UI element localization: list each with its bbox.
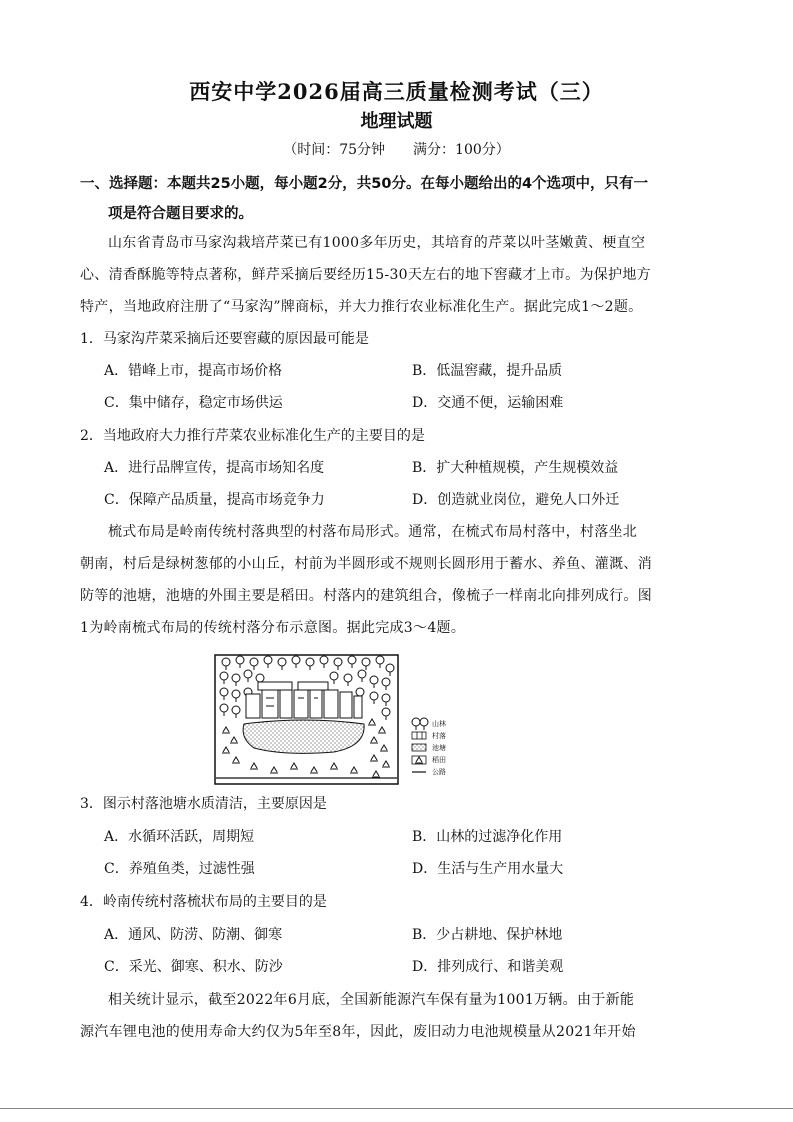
- question-3-option-d: D．生活与生产用水量大: [412, 861, 564, 877]
- question-3-option-a: A．水循环活跃，周期短: [104, 829, 255, 845]
- question-4-option-c: C．采光、御寒、积水、防沙: [104, 959, 283, 975]
- passage2-line2: 朝南，村后是绿树葱郁的小山丘，村前为半圆形或不规则长圆形用于蓄水、养鱼、灌溉、消: [80, 556, 652, 572]
- passage2-line3: 防等的池塘，池塘的外围主要是稻田。村落内的建筑组合，像梳子一样南北向排列成行。图: [80, 588, 652, 604]
- question-1-option-a: A．错峰上市，提高市场价格: [104, 363, 283, 379]
- question-2-option-c: C．保障产品质量，提高市场竞争力: [104, 492, 325, 508]
- question-2-option-b: B．扩大种植规模，产生规模效益: [412, 460, 619, 476]
- time-info: （时间：75分钟 满分：100分）: [283, 142, 510, 158]
- subject-title: 地理试题: [360, 111, 433, 132]
- section-heading-line1: 一、选择题：本题共25小题，每小题2分，共50分。在每小题给出的4个选项中，只有一: [80, 176, 649, 192]
- passage3-line1: 相关统计显示，截至2022年6月底，全国新能源汽车保有量为1001万辆。由于新能: [108, 992, 635, 1008]
- legend-rice-label: 稻田: [432, 756, 446, 764]
- legend-village-label: 村落: [432, 732, 446, 740]
- question-1-option-c: C．集中储存，稳定市场供运: [104, 395, 283, 411]
- question-4-option-b: B．少占耕地、保护林地: [412, 927, 563, 943]
- pond: [243, 720, 364, 753]
- legend-road-label: 公路: [432, 768, 446, 776]
- page-bottom-rule: [0, 1108, 793, 1109]
- map-frame: [215, 655, 398, 784]
- question-4-option-a: A．通风、防涝、防潮、御寒: [104, 927, 283, 943]
- legend-pond-label: 池塘: [432, 744, 446, 752]
- passage1-line3: 特产，当地政府注册了“马家沟”牌商标，并大力推行农业标准化生产。据此完成1～2题。: [80, 299, 643, 315]
- village-layout-figure: [214, 654, 464, 786]
- legend-forest-label: 山林: [432, 720, 446, 728]
- passage1-line1: 山东省青岛市马家沟栽培芹菜已有1000多年历史，其培育的芹菜以叶茎嫩黄、梗直空: [108, 235, 646, 251]
- passage3-line2: 源汽车锂电池的使用寿命大约仅为5年至8年，因此，废旧动力电池规模量从2021年开始: [80, 1024, 636, 1040]
- question-1-option-b: B．低温窖藏，提升品质: [412, 363, 563, 379]
- question-4-stem: 4．岭南传统村落梳状布局的主要目的是: [80, 894, 327, 910]
- exam-title: 西安中学2026届高三质量检测考试（三）: [189, 79, 604, 104]
- section-heading-line2: 项是符合题目要求的。: [108, 206, 253, 222]
- passage1-line2: 心、清香酥脆等特点著称，鲜芹采摘后要经历15-30天左右的地下窖藏才上市。为保护地方: [80, 267, 651, 283]
- question-4-option-d: D．排列成行、和谐美观: [412, 959, 564, 975]
- question-3-stem: 3．图示村落池塘水质清洁，主要原因是: [80, 796, 327, 812]
- question-3-option-b: B．山林的过滤净化作用: [412, 829, 563, 845]
- question-2-option-d: D．创造就业岗位，避免人口外迁: [412, 492, 620, 508]
- question-1-option-d: D．交通不便，运输困难: [412, 395, 564, 411]
- passage2-line1: 梳式布局是岭南传统村落典型的村落布局形式。通常，在梳式布局村落中，村落坐北: [108, 524, 638, 540]
- question-2-stem: 2．当地政府大力推行芹菜农业标准化生产的主要目的是: [80, 428, 425, 444]
- figure-legend: [412, 718, 446, 776]
- question-2-option-a: A．进行品牌宣传，提高市场知名度: [104, 460, 325, 476]
- question-3-option-c: C．养殖鱼类，过滤性强: [104, 861, 255, 877]
- question-1-stem: 1．马家沟芹菜采摘后还要窖藏的原因最可能是: [80, 331, 369, 347]
- passage2-line4: 1为岭南梳式布局的传统村落分布示意图。据此完成3～4题。: [80, 620, 466, 636]
